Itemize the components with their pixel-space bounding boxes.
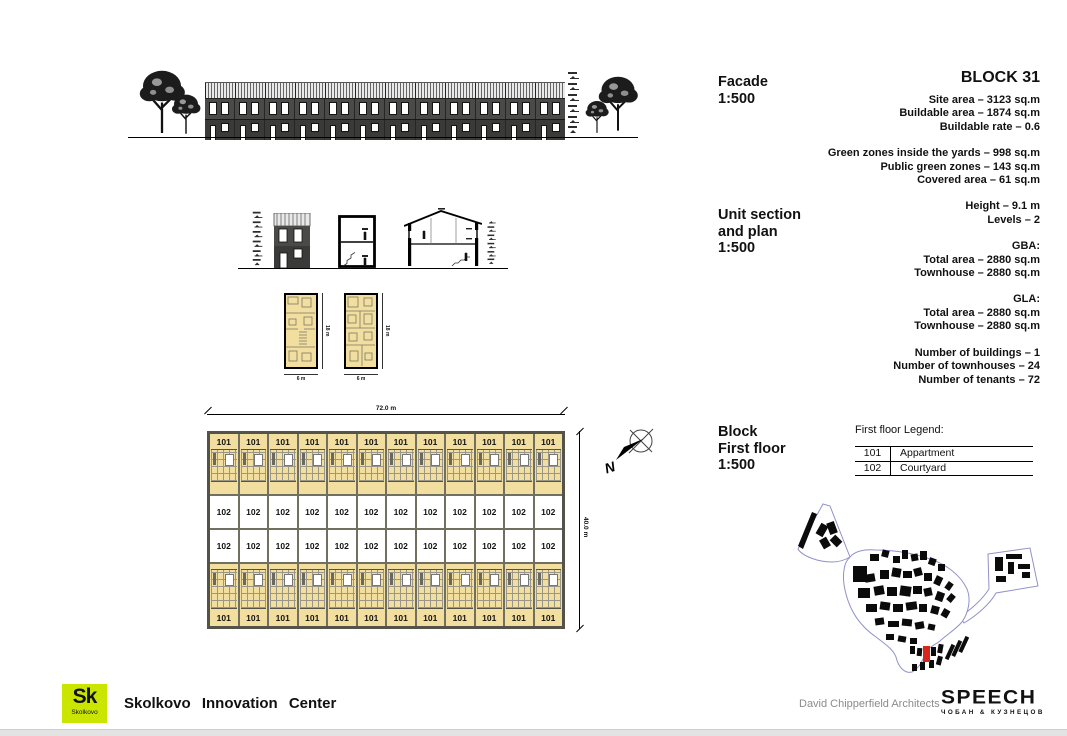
unit-plan-detail bbox=[270, 449, 296, 482]
dimension-line bbox=[382, 293, 390, 369]
speech-logo-sub: ЧОБАН & КУЗНЕЦОВ bbox=[941, 709, 1045, 716]
plan-cell-apartment bbox=[269, 434, 299, 494]
facade-module bbox=[506, 99, 536, 119]
floor-plan-grid bbox=[207, 431, 565, 629]
facade-module bbox=[205, 99, 235, 119]
block-31-highlight bbox=[923, 646, 930, 662]
section-title: and plan bbox=[718, 223, 778, 240]
dimension-label: 18 m bbox=[384, 325, 390, 337]
unit-code: 102 bbox=[541, 507, 556, 517]
unit-code: 102 bbox=[393, 541, 408, 551]
plan-cell-courtyard bbox=[210, 496, 240, 528]
unit-code: 101 bbox=[452, 613, 467, 623]
unit-code: 102 bbox=[246, 507, 261, 517]
stat-line: Covered area – 61 sq.m bbox=[917, 174, 1040, 187]
facade-band-parapet bbox=[205, 82, 565, 99]
unit-code: 102 bbox=[452, 541, 467, 551]
facade-module bbox=[355, 99, 385, 119]
skolkovo-logo-name: Skolkovo bbox=[71, 709, 98, 716]
plan-row bbox=[210, 496, 562, 530]
unit-code: 102 bbox=[482, 507, 497, 517]
facade-module bbox=[385, 99, 415, 119]
speech-logo-main: SPEECH bbox=[941, 687, 1037, 709]
unit-code: 102 bbox=[511, 541, 526, 551]
plan-cell-courtyard bbox=[299, 530, 329, 562]
legend-row bbox=[855, 447, 1033, 462]
unit-code: 101 bbox=[541, 613, 556, 623]
unit-code: 101 bbox=[246, 437, 261, 447]
section-scale: 1:500 bbox=[718, 457, 756, 473]
plan-cell-apartment bbox=[387, 564, 417, 626]
facade-band-mid bbox=[205, 99, 565, 119]
plan-cell-apartment bbox=[328, 434, 358, 494]
unit-code: 101 bbox=[305, 437, 320, 447]
dimension-line bbox=[322, 293, 330, 369]
plan-cell-apartment bbox=[358, 434, 388, 494]
plan-cell-apartment bbox=[476, 564, 506, 626]
tree-icon bbox=[128, 65, 208, 137]
plan-cell-courtyard bbox=[299, 496, 329, 528]
plan-cell-courtyard bbox=[505, 530, 535, 562]
unit-code: 101 bbox=[511, 613, 526, 623]
unit-code: 102 bbox=[511, 507, 526, 517]
unit-code: 101 bbox=[482, 437, 497, 447]
dimension-label: 18 m bbox=[324, 325, 330, 337]
plan-cell-apartment bbox=[505, 564, 535, 626]
plan-cell-apartment bbox=[210, 434, 240, 494]
unit-plan-detail bbox=[388, 569, 414, 609]
unit-code: 102 bbox=[216, 541, 231, 551]
unit-plan-detail bbox=[536, 569, 562, 609]
unit-plan-detail bbox=[300, 569, 326, 609]
unit-plan-second-floor bbox=[344, 293, 378, 369]
skolkovo-logo-mark: Sk bbox=[72, 685, 97, 708]
dimension-label: 40.0 m bbox=[582, 517, 589, 538]
unit-plan-detail bbox=[359, 449, 385, 482]
unit-plan-detail bbox=[329, 449, 355, 482]
dimension-line bbox=[284, 374, 318, 382]
stat-group bbox=[700, 347, 1040, 387]
plan-cell-courtyard bbox=[269, 530, 299, 562]
unit-plan-detail bbox=[477, 449, 503, 482]
unit-plan-detail bbox=[211, 569, 237, 609]
unit-code: 101 bbox=[393, 437, 408, 447]
unit-elevation bbox=[272, 213, 312, 268]
plan-cell-courtyard bbox=[446, 496, 476, 528]
plan-cell-courtyard bbox=[535, 530, 563, 562]
stat-line: Levels – 2 bbox=[987, 213, 1040, 226]
plan-cell-courtyard bbox=[269, 496, 299, 528]
center-name: Skolkovo Innovation Center bbox=[124, 695, 337, 712]
plan-cell-courtyard bbox=[476, 496, 506, 528]
unit-code: 102 bbox=[275, 541, 290, 551]
unit-code: 102 bbox=[452, 507, 467, 517]
dimension-line-width bbox=[207, 405, 565, 415]
north-label: N bbox=[603, 458, 618, 477]
plan-cell-apartment bbox=[328, 564, 358, 626]
unit-plan-detail bbox=[418, 449, 444, 482]
stat-line: Height – 9.1 m bbox=[965, 200, 1040, 213]
ground-line bbox=[128, 137, 638, 138]
plan-cell-courtyard bbox=[210, 530, 240, 562]
plan-cell-apartment bbox=[210, 564, 240, 626]
plan-cell-apartment bbox=[446, 564, 476, 626]
level-marker-icon bbox=[484, 220, 500, 268]
ground-line bbox=[238, 268, 508, 269]
unit-code: 102 bbox=[334, 541, 349, 551]
stat-line: Site area – 3123 sq.m bbox=[928, 94, 1040, 106]
stat-line: Green zones inside the yards – 998 sq.m bbox=[827, 147, 1040, 160]
plan-cell-courtyard bbox=[358, 496, 388, 528]
section-title: Block bbox=[718, 424, 758, 440]
facade-building bbox=[205, 82, 565, 137]
plan-cell-apartment bbox=[269, 564, 299, 626]
plan-cell-courtyard bbox=[505, 496, 535, 528]
section-title: Facade bbox=[718, 74, 768, 90]
unit-plan-detail bbox=[506, 569, 532, 609]
facade-module bbox=[416, 99, 446, 119]
stat-line: Number of townhouses – 24 bbox=[893, 360, 1040, 373]
stat-line: Number of tenants – 72 bbox=[918, 373, 1040, 386]
facade-module bbox=[265, 99, 295, 119]
unit-plan-detail bbox=[241, 569, 267, 609]
plan-cell-courtyard bbox=[446, 530, 476, 562]
facade-module bbox=[476, 99, 506, 119]
plan-cell-apartment bbox=[535, 564, 563, 626]
stat-line: Number of buildings – 1 bbox=[914, 346, 1040, 359]
unit-code: 101 bbox=[423, 437, 438, 447]
unit-code: 101 bbox=[305, 613, 320, 623]
skolkovo-logo bbox=[62, 684, 107, 723]
plan-cell-apartment bbox=[446, 434, 476, 494]
plan-row bbox=[210, 434, 562, 496]
unit-code: 101 bbox=[393, 613, 408, 623]
plan-cell-apartment bbox=[240, 564, 270, 626]
legend-label: Appartment bbox=[900, 447, 955, 459]
block-section-label bbox=[718, 424, 786, 474]
plan-cell-apartment bbox=[387, 434, 417, 494]
facade-module bbox=[446, 99, 476, 119]
first-floor-legend bbox=[855, 424, 1033, 476]
stat-line: Townhouse – 2880 sq.m bbox=[914, 320, 1040, 333]
unit-plans-drawing bbox=[270, 288, 410, 388]
stat-group bbox=[700, 94, 1040, 134]
unit-plan-detail bbox=[270, 569, 296, 609]
level-marker-icon bbox=[250, 210, 266, 266]
unit-plan-detail bbox=[211, 449, 237, 482]
stat-group bbox=[700, 293, 1040, 333]
speech-logo bbox=[941, 688, 1045, 716]
plan-row bbox=[210, 530, 562, 564]
legend-row bbox=[855, 462, 1033, 477]
unit-plan-detail bbox=[506, 449, 532, 482]
unit-plan-detail bbox=[418, 569, 444, 609]
unit-plan-first-floor bbox=[284, 293, 318, 369]
stat-group bbox=[700, 147, 1040, 187]
plan-cell-courtyard bbox=[240, 496, 270, 528]
block-plan-drawing bbox=[195, 398, 605, 650]
unit-code: 101 bbox=[452, 437, 467, 447]
plan-row bbox=[210, 564, 562, 626]
unit-code: 102 bbox=[423, 507, 438, 517]
unit-code: 102 bbox=[364, 541, 379, 551]
section-scale: 1:500 bbox=[718, 240, 756, 256]
stat-line: GLA: bbox=[1013, 293, 1040, 306]
dimension-label: 6 m bbox=[296, 375, 306, 382]
unit-code: 101 bbox=[364, 437, 379, 447]
unit-code: 101 bbox=[216, 613, 231, 623]
dimension-label: 6 m bbox=[356, 375, 366, 382]
level-marker-icon bbox=[565, 70, 583, 134]
stat-line: GBA: bbox=[1011, 240, 1040, 253]
unit-section-roof bbox=[404, 208, 482, 268]
unit-code: 102 bbox=[393, 507, 408, 517]
unit-code: 102 bbox=[275, 507, 290, 517]
unit-code: 101 bbox=[423, 613, 438, 623]
plan-cell-apartment bbox=[505, 434, 535, 494]
stat-line: Townhouse – 2880 sq.m bbox=[914, 267, 1040, 280]
legend-table bbox=[855, 446, 1033, 476]
unit-plan-detail bbox=[241, 449, 267, 482]
legend-code: 102 bbox=[855, 462, 891, 476]
plan-cell-apartment bbox=[240, 434, 270, 494]
page-edge bbox=[0, 729, 1067, 736]
plan-cell-apartment bbox=[358, 564, 388, 626]
facade-module bbox=[295, 99, 325, 119]
unit-plan-detail bbox=[300, 449, 326, 482]
plan-cell-courtyard bbox=[387, 496, 417, 528]
unit-plan-detail bbox=[359, 569, 385, 609]
stat-line: Buildable area – 1874 sq.m bbox=[899, 107, 1040, 120]
unit-code: 102 bbox=[334, 507, 349, 517]
unit-plan-detail bbox=[388, 449, 414, 482]
plan-cell-apartment bbox=[417, 434, 447, 494]
facade-elevation-drawing bbox=[128, 60, 640, 150]
section-scale: 1:500 bbox=[718, 90, 756, 107]
unit-code: 102 bbox=[305, 541, 320, 551]
unit-code: 102 bbox=[364, 507, 379, 517]
dimension-label: 72.0 m bbox=[375, 405, 397, 412]
unit-code: 102 bbox=[216, 507, 231, 517]
unit-section-straight bbox=[338, 215, 376, 268]
page-title: BLOCK 31 bbox=[960, 69, 1040, 86]
section-title: First floor bbox=[718, 440, 786, 457]
stat-line: Buildable rate – 0.6 bbox=[939, 120, 1040, 133]
unit-plan-detail bbox=[329, 569, 355, 609]
plan-cell-courtyard bbox=[358, 530, 388, 562]
legend-title: First floor Legend: bbox=[855, 424, 944, 436]
plan-cell-courtyard bbox=[417, 530, 447, 562]
unit-plan-detail bbox=[447, 569, 473, 609]
facade-module bbox=[235, 99, 265, 119]
unit-plan-detail bbox=[477, 569, 503, 609]
unit-code: 102 bbox=[305, 507, 320, 517]
north-arrow-icon bbox=[603, 420, 665, 484]
unit-code: 101 bbox=[334, 613, 349, 623]
dimension-line bbox=[344, 374, 378, 382]
section-title: Unit section bbox=[718, 207, 801, 223]
unit-code: 102 bbox=[482, 541, 497, 551]
unit-plan-detail bbox=[447, 449, 473, 482]
stat-line: Total area – 2880 sq.m bbox=[923, 253, 1040, 266]
unit-code: 102 bbox=[423, 541, 438, 551]
unit-section-label bbox=[718, 207, 801, 257]
legend-label: Courtyard bbox=[900, 461, 947, 474]
legend-code: 101 bbox=[855, 447, 891, 461]
dimension-line-height bbox=[579, 431, 589, 629]
plan-cell-courtyard bbox=[476, 530, 506, 562]
unit-plan-detail bbox=[536, 449, 562, 482]
plan-cell-apartment bbox=[417, 564, 447, 626]
plan-cell-courtyard bbox=[417, 496, 447, 528]
plan-cell-apartment bbox=[476, 434, 506, 494]
architect-credit: David Chipperfield Architects bbox=[799, 698, 940, 710]
plan-cell-courtyard bbox=[535, 496, 563, 528]
unit-code: 101 bbox=[364, 613, 379, 623]
stat-line: Total area – 2880 sq.m bbox=[923, 306, 1040, 319]
unit-code: 101 bbox=[482, 613, 497, 623]
stat-line: Public green zones – 143 sq.m bbox=[880, 160, 1040, 173]
unit-code: 101 bbox=[334, 437, 349, 447]
plan-cell-apartment bbox=[299, 434, 329, 494]
facade-module bbox=[325, 99, 355, 119]
unit-code: 102 bbox=[246, 541, 261, 551]
unit-code: 101 bbox=[275, 437, 290, 447]
plan-cell-courtyard bbox=[240, 530, 270, 562]
plan-cell-courtyard bbox=[328, 530, 358, 562]
facade-module bbox=[536, 99, 565, 119]
plan-cell-apartment bbox=[535, 434, 563, 494]
plan-cell-courtyard bbox=[328, 496, 358, 528]
unit-code: 101 bbox=[541, 437, 556, 447]
unit-code: 101 bbox=[216, 437, 231, 447]
unit-section-drawing bbox=[238, 198, 510, 282]
plan-cell-courtyard bbox=[387, 530, 417, 562]
unit-code: 102 bbox=[541, 541, 556, 551]
tree-icon bbox=[584, 69, 640, 137]
unit-code: 101 bbox=[246, 613, 261, 623]
plan-cell-apartment bbox=[299, 564, 329, 626]
unit-code: 101 bbox=[511, 437, 526, 447]
site-map bbox=[790, 494, 1048, 682]
unit-code: 101 bbox=[275, 613, 290, 623]
